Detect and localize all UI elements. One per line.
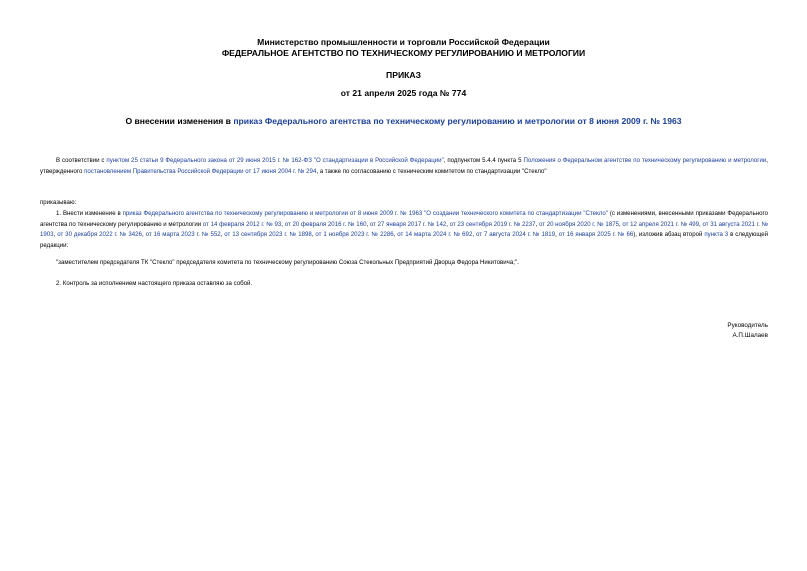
amendment-link[interactable]: от 23 сентября 2019 г. № 2237 <box>449 220 536 228</box>
preamble-text: , а также по согласованию с техническим комитетом по стандартизации "Стекло" <box>316 167 547 175</box>
amendment-link[interactable]: от 7 августа 2024 г. № 1819 <box>475 231 556 239</box>
item-text: , <box>699 220 703 228</box>
order-1963-link[interactable]: приказ Федерального агентства по техническому регулированию и метрологии от 8 июня 2009 г. № 1963 "О создании технического комитета по стандартизации "Стекло" <box>122 210 608 217</box>
preamble-text: В соответствии с <box>56 157 107 164</box>
item-text: , <box>366 220 370 228</box>
preamble-paragraph <box>40 156 768 177</box>
signer-position: Руководитель <box>727 322 768 329</box>
amendment-link[interactable]: от 16 марта 2023 г. № 552 <box>145 231 221 239</box>
item-1-paragraph <box>40 209 768 251</box>
agency-name: ФЕДЕРАЛЬНОЕ АГЕНТСТВО ПО ТЕХНИЧЕСКОМУ РЕГУЛИРОВАНИЮ И МЕТРОЛОГИИ <box>221 48 586 58</box>
amendment-link[interactable]: от 13 сентября 2023 г. № 1898 <box>224 231 312 239</box>
item-text: , <box>53 231 58 239</box>
item-text: ), изложив абзац второй <box>633 231 705 239</box>
amendment-link[interactable]: от 31 августа 2021 г. № 1903 <box>40 220 769 239</box>
federal-law-link[interactable]: пунктом 25 статьи 9 Федерального закона от 29 июня 2015 г. № 162-ФЗ "О стандартизации в Российской Федерации" <box>106 157 444 164</box>
item-text: , <box>220 231 225 239</box>
document-date-number: от 21 апреля 2025 года № 774 <box>340 88 467 98</box>
preamble-text: , подпунктом 5.4.4 пункта 5 <box>443 157 524 164</box>
government-decree-link[interactable]: постановлением Правительства Российской Федерации от 17 июня 2004 г. № 294 <box>84 167 317 175</box>
title-prefix: О внесении изменения в <box>125 116 234 126</box>
order-word: приказываю: <box>40 199 77 206</box>
amendment-link[interactable]: от 1 ноября 2023 г. № 2286 <box>315 231 394 239</box>
amendment-link[interactable]: от 12 апреля 2021 г. № 499 <box>622 220 700 228</box>
item-text: , <box>393 231 398 239</box>
amendment-link[interactable]: от 27 января 2017 г. № 142 <box>369 220 447 228</box>
amendment-link[interactable]: от 30 декабря 2022 г. № 3426 <box>57 231 142 239</box>
amendment-link[interactable]: от 20 февраля 2016 г. № 160 <box>284 220 367 228</box>
item-text: 1. Внести изменение в <box>56 210 123 217</box>
item-text: , <box>619 220 623 228</box>
preamble-text: , утвержденного <box>40 157 768 175</box>
item-text: в следующей редакции: <box>40 231 769 249</box>
amendment-link[interactable]: от 14 марта 2024 г. № 692 <box>397 231 473 239</box>
item-text: (с изменениями, внесенными приказами Федерального агентства по техническому регулированию и метрологии <box>40 210 769 228</box>
item-text: , <box>446 220 450 228</box>
document-type: ПРИКАЗ <box>386 70 421 80</box>
amendment-link[interactable]: от 16 января 2025 г. № 66 <box>558 231 634 239</box>
item-text: , <box>141 231 146 239</box>
document-title <box>0 116 807 127</box>
item-text: , <box>555 231 559 239</box>
item-text: , <box>472 231 476 239</box>
ministry-name: Министерство промышленности и торговли Российской Федерации <box>257 37 550 47</box>
signer-name: А.П.Шалаев <box>732 332 768 339</box>
item-text: , <box>281 220 285 228</box>
item-text: , <box>311 231 316 239</box>
agency-regulation-link[interactable]: Положения о Федеральном агентстве по техническому регулированию и метрологии <box>523 157 767 164</box>
new-text-quote: "заместителем председателя ТК "Стекло" председателя комитета по техническому регулированию Союза Стекольных Предприятий Дворца Федора Никитовича;". <box>56 259 519 266</box>
item-text: , <box>535 220 539 228</box>
title-order-link[interactable]: приказ Федерального агентства по техническому регулированию и метрологии от 8 июня 2009 г. № 1963 <box>233 116 682 126</box>
amendment-link[interactable]: от 14 февраля 2012 г. № 93 <box>202 220 282 228</box>
point-3-link[interactable]: пункта 3 <box>704 231 729 239</box>
item-2-paragraph: 2. Контроль за исполнением настоящего приказа оставляю за собой. <box>56 280 253 287</box>
amendment-link[interactable]: от 20 ноября 2020 г. № 1875 <box>538 220 619 228</box>
